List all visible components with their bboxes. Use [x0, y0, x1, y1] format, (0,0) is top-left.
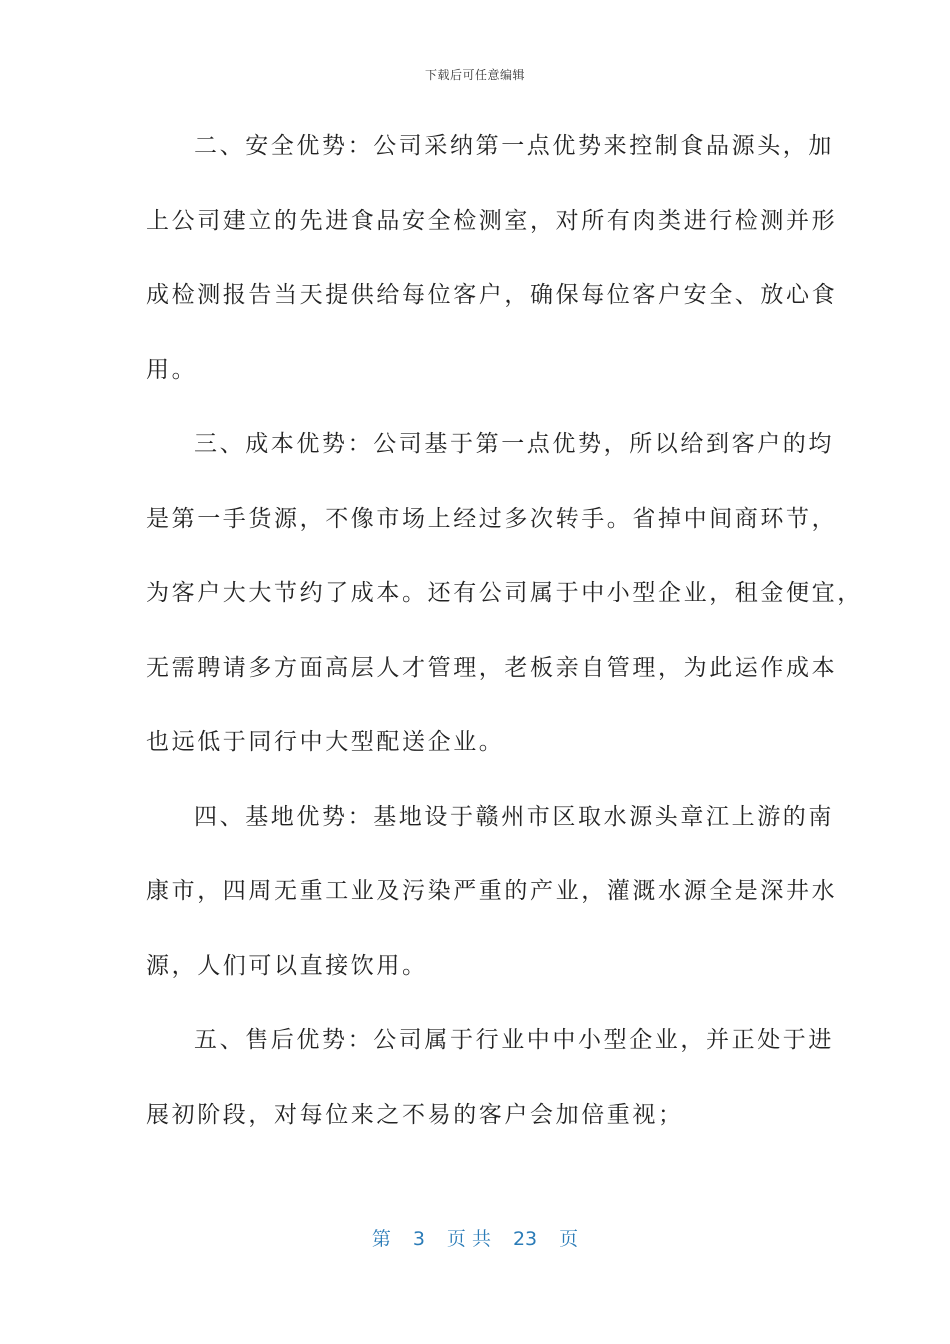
- paragraph-line: 无需聘请多方面高层人才管理，老板亲自管理，为此运作成本: [146, 654, 838, 681]
- paragraph-line: 也远低于同行中大型配送企业。: [146, 729, 505, 755]
- paragraph-line: 五、售后优势：公司属于行业中中小型企业，并正处于进: [194, 1027, 834, 1053]
- paragraph-line: 源，人们可以直接饮用。: [146, 952, 428, 979]
- page-footer: [0, 1224, 950, 1251]
- paragraph-line: 上公司建立的先进食品安全检测室，对所有肉类进行检测并形: [146, 207, 838, 234]
- page-header: 下载后可任意编辑: [424, 68, 525, 82]
- document-body: [146, 122, 863, 1165]
- paragraph-line: 康市，四周无重工业及污染严重的产业，灌溉水源全是深井水: [146, 878, 838, 904]
- paragraph-line: 成检测报告当天提供给每位客户，确保每位客户安全、放心食: [146, 282, 838, 308]
- footer-prefix: 第: [371, 1228, 391, 1250]
- paragraph-line: 三、成本优势：公司基于第一点优势，所以给到客户的均: [194, 431, 834, 457]
- total-pages-number: 23: [512, 1228, 538, 1250]
- paragraph-line: 是第一手货源，不像市场上经过多次转手。省掉中间商环节，: [146, 505, 838, 532]
- current-page-number: 3: [412, 1228, 425, 1250]
- paragraph-line: 四、基地优势：基地设于赣州市区取水源头章江上游的南: [194, 803, 834, 830]
- paragraph-line: 用。: [146, 356, 198, 383]
- footer-suffix: 页: [559, 1228, 579, 1250]
- paragraph-line: 为客户大大节约了成本。还有公司属于中小型企业，租金便宜，: [146, 580, 863, 606]
- paragraph-line: 展初阶段，对每位来之不易的客户会加倍重视；: [146, 1101, 684, 1128]
- footer-middle: 页 共: [446, 1228, 491, 1250]
- paragraph-line: 二、安全优势：公司采纳第一点优势来控制食品源头，加: [194, 133, 834, 159]
